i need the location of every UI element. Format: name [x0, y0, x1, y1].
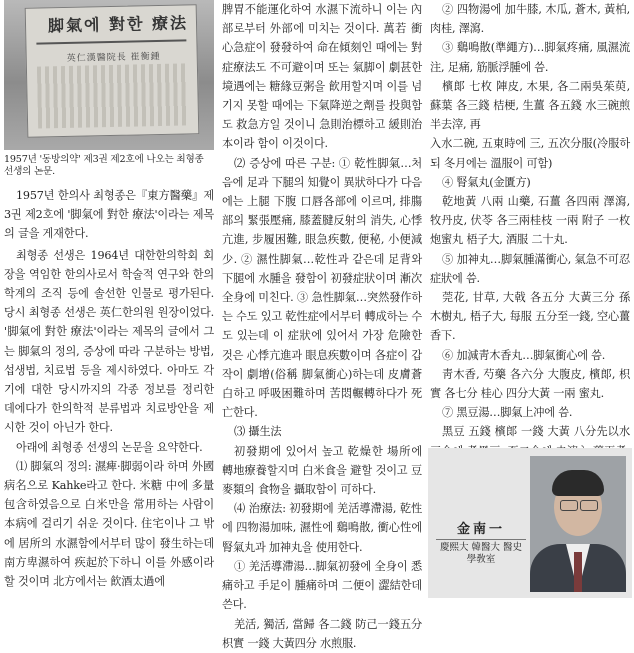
author-affiliation: 慶熙大 韓醫大 醫史學敎室 — [439, 542, 523, 565]
paragraph: 初發期에 있어서 높고 乾燥한 場所에 轉地療養할지며 白米食을 避할 것이고 豆麥類의 食物을 攝取함이 可하다. — [222, 444, 422, 497]
paragraph: 檳郞 七枚 陣皮, 木果, 各二兩吳茱萸, 蘇葉 各三錢 桔梗, 生薑 各五錢 水三碗煎半去滓, 再 — [430, 79, 630, 132]
paragraph: ④ 腎氣丸(金匱方) — [442, 175, 531, 189]
portrait-glasses-left — [560, 500, 578, 511]
paragraph: 莞花, 甘草, 大戟 各五分 大黃三分 孫木樹丸, 梧子大, 每服 五分至一錢, 空心薑香下. — [430, 291, 630, 343]
paragraph: 黑豆 五錢 檳郞 一錢 大黃 八分先以水 — [442, 425, 630, 439]
author-name: 金南一 — [436, 518, 526, 540]
paragraph: 脾胃不能運化하여 水濕下流하니 이는 內部로부터 外部에 미치는 것이다. 萬若 衝心急症이 發發하여 命在傾刻인 때에는 對症療法도 不可避이며 또는 氣脚이 劇甚한 境遇에는 糖緣豆粥을 飮用할지며 이를 넘기지 못할 때에는 下氣降逆之劑를 投與함도 救急方일 것이니 急則治標하고 緩則治本이라 함이 이것이다. — [222, 3, 422, 151]
paragraph: 1957년 한의사 최형종은『東方醫藥』제3권 제2호에 '脚氣에 對한 療法'이라는 제목의 글을 게재한다. — [4, 189, 214, 241]
author-box — [428, 448, 632, 598]
article-photo — [4, 0, 214, 150]
paragraph: ⑵ 증상에 따른 구분: ① 乾性脚氣…처음에 足과 下腿의 知覺이 異狀하다가 다음에는 上腿 下腹 口唇各部에 이르며, 排膓部의 緊張壓痛, 膝蓋腱反射의 消失, 心悸亢進, 步履困難, 眼急疾數, 便秘, 小便減少. ② 濕性脚氣…乾性과 같은데 足背와 下腿에 水腫을 發함이 初發症狀이며 漸次 全身에 미친다. ③ 急性脚氣…突然發作하는 수도 있고 乾性症에서부터 轉成하는 수도 있는데 이 症狀에 있어서 가장 危險한 것은 心悸亢進과 眼息疾數이며 各症이 갑작이 劇增(俗稱 脚氣衝心)하는데 皮膚蒼白하고 呼吸困難하며 苦悶輾轉하다가 死亡한다. — [222, 156, 422, 420]
paragraph: ③ 鷄鳴散(準繩方)…脚氣疼痛, 風濕流注, 足痛, 筋脈浮腫에 씀. — [430, 41, 630, 74]
paragraph: 入水二碗, 五東時에 三, 五次分服(冷服하되 冬月에는 溫服이 可함) — [430, 137, 630, 170]
portrait-hair — [552, 470, 604, 496]
paragraph: ⑦ 黑豆湯…脚氣上冲에 씀. — [442, 406, 573, 420]
paragraph: ⑤ 加神丸…脚氣腫滿衝心, 氣急不可忍症狀에 씀. — [430, 252, 630, 285]
paragraph: 최형종 선생은 1964년 대한한의학회 회장을 역임한 한의사로서 학술적 연구와 한의학계의 조직 등에 솔선한 인물로 평가된다. 당시 최형종 선생은 英仁한의원 원장이었다. '脚氣에 對한 療法'이라는 제목의 글에서 그는 脚氣의 정의, 증상에 따라 구분하는 방법, 섭생법, 치료법 등을 제시하였다. 아마도 각기에 대한 당시까지의 각종 정보를 정리한 데에다가 한의학적 분류법과 치료방안을 제시한 것이 아닌가 한다. — [4, 248, 214, 435]
column-3 — [430, 0, 630, 480]
paragraph: ② 四物湯에 加牛膝, 木瓜, 蒼木, 黃柏, 肉桂, 澤瀉. — [430, 3, 630, 36]
paragraph: ① 羌活導滯湯…脚氣初發에 全身이 悉痛하고 手足이 腫痛하며 二便이 澀結한데 쓴다. — [222, 559, 422, 612]
author-portrait — [530, 456, 626, 592]
photo-caption: 1957년 '동방의약' 제3권 제2호에 나오는 최형종 선생의 논문. — [4, 154, 204, 177]
portrait-tie — [574, 552, 582, 592]
paper-page — [25, 4, 200, 138]
paragraph: ⑴ 脚氣의 정의: 濕痺·脚弱이라 하며 外國病名으로 Kahke라고 한다. 米糖 中에 多量包含하였음으로 白米만을 常用하는 사람이 本病에 걸리기 쉬운 것이다. 住宅이나 그 밖에 居所의 水濕함에서부터 많이 發生하는데 南方卑濕하여 疾起於下하니 이를 外感이라 할 것이며 北方에서는 飮酒太過에 — [4, 459, 214, 589]
paragraph: ⑷ 治療法: 初發期에 羌活導滯湯, 乾性에 四物湯加味, 濕性에 鷄鳴散, 衝心性에 腎氣丸과 加神丸을 使用한다. — [222, 502, 422, 554]
divider — [36, 39, 186, 44]
section-heading: ⑶ 攝生法 — [234, 425, 282, 439]
paragraph: 靑木香, 芍藥 各六分 大腹皮, 檳郞, 枳實 各七分 桂心 四分大黃 一兩 蜜丸. — [430, 367, 630, 401]
paragraph: ⑥ 加減靑木香丸…脚氣衝心에 씀. — [442, 348, 606, 362]
column-1 — [4, 0, 214, 591]
paragraph: 아래에 최형종 선생의 논문을 요약한다. — [16, 440, 203, 454]
paragraph: 乾地黃 八兩 山藥, 石薑 各四兩 澤瀉, 牧丹皮, 伏苓 各三兩桂枝 一兩 附子 一枚 炮蜜丸 梧子大, 酒服 二十丸. — [430, 195, 630, 247]
column-2 — [222, 0, 422, 653]
paper-author: 英仁漢醫院長 崔衡鍾 — [66, 51, 161, 64]
paragraph: 羌活, 獨活, 當歸 各二錢 防己一錢五分 枳實 一錢 大黃四分 水煎服. — [222, 617, 422, 650]
portrait-glasses-right — [580, 500, 598, 511]
paper-body-texture — [37, 63, 188, 128]
paper-title: 脚氣에 對한 療法 — [47, 13, 189, 36]
